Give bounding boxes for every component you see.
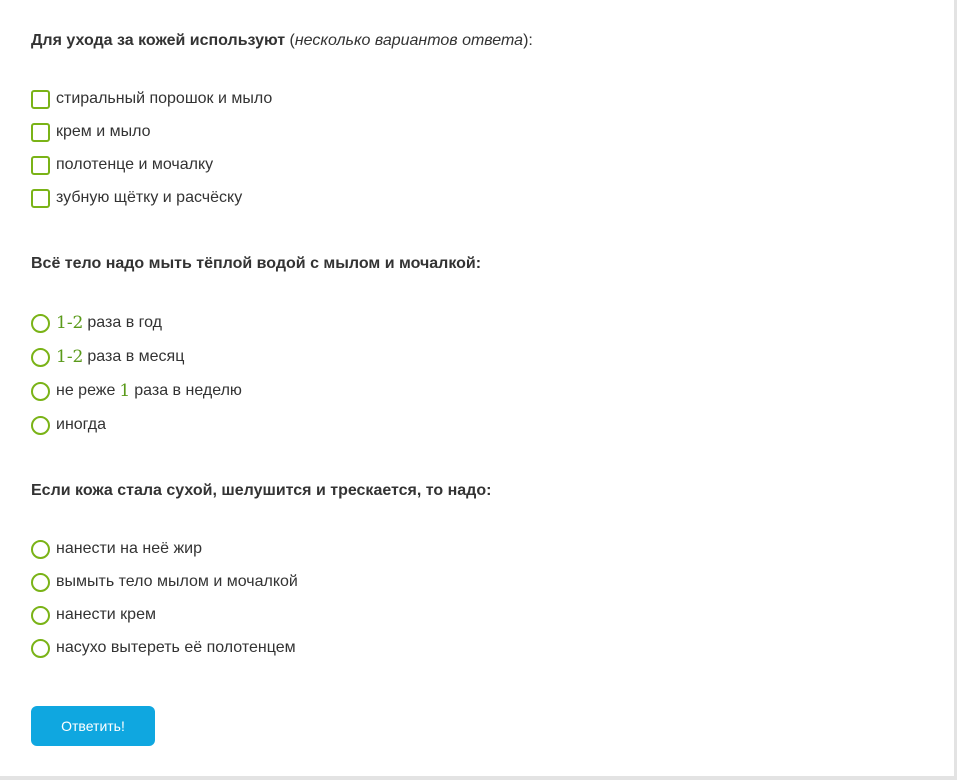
q2-option-2-number: 1-2 — [56, 347, 84, 367]
q3-option-4-label: насухо вытереть её полотенцем — [56, 639, 296, 656]
question-1-hint: несколько вариантов ответа — [294, 32, 524, 49]
radio-button[interactable] — [31, 416, 50, 435]
q1-option-4[interactable] — [31, 187, 242, 209]
question-2-text: Всё тело надо мыть тёплой водой с мылом и мочалкой: — [31, 255, 482, 272]
q1-option-3-label: полотенце и мочалку — [56, 156, 214, 173]
q3-option-4[interactable] — [31, 637, 296, 659]
q1-option-1-label: стиральный порошок и мыло — [56, 90, 273, 107]
radio-button[interactable] — [31, 639, 50, 658]
radio-button[interactable] — [31, 348, 50, 367]
q2-option-1[interactable] — [31, 312, 162, 334]
q3-option-1[interactable] — [31, 538, 202, 560]
q1-option-4-label: зубную щётку и расчёску — [56, 189, 243, 206]
checkbox[interactable] — [31, 189, 50, 208]
q2-option-2-label: раза в месяц — [87, 348, 185, 365]
submit-button[interactable]: Ответить! — [31, 706, 155, 746]
q2-option-4[interactable] — [31, 414, 106, 436]
radio-button[interactable] — [31, 573, 50, 592]
q2-option-1-number: 1-2 — [56, 313, 84, 333]
question-3-title — [31, 482, 491, 500]
q3-option-2[interactable] — [31, 571, 298, 593]
q2-option-3[interactable] — [31, 380, 242, 402]
checkbox[interactable] — [31, 123, 50, 142]
hint-paren-close: ): — [523, 32, 533, 49]
q2-option-4-label: иногда — [56, 416, 107, 433]
q3-option-2-label: вымыть тело мылом и мочалкой — [56, 573, 298, 590]
radio-button[interactable] — [31, 382, 50, 401]
q3-option-3[interactable] — [31, 604, 156, 626]
question-3-text: Если кожа стала сухой, шелушится и трескается, то надо: — [31, 482, 492, 499]
q2-option-3-number: 1 — [119, 381, 131, 401]
q3-option-3-label: нанести крем — [56, 606, 156, 623]
hint-paren-open: ( — [289, 32, 295, 49]
radio-button[interactable] — [31, 540, 50, 559]
question-2-title — [31, 255, 481, 273]
q3-option-1-label: нанести на неё жир — [56, 540, 202, 557]
checkbox[interactable] — [31, 90, 50, 109]
radio-button[interactable] — [31, 314, 50, 333]
radio-button[interactable] — [31, 606, 50, 625]
question-1-text: Для ухода за кожей используют — [31, 32, 286, 49]
q1-option-3[interactable] — [31, 154, 213, 176]
question-1-hint-wrap — [290, 32, 533, 49]
checkbox[interactable] — [31, 156, 50, 175]
question-1-title — [31, 32, 533, 50]
q1-option-2-label: крем и мыло — [56, 123, 151, 140]
q1-option-2[interactable] — [31, 121, 151, 143]
q1-option-1[interactable] — [31, 88, 272, 110]
q2-option-1-label: раза в год — [87, 314, 162, 331]
q2-option-2[interactable] — [31, 346, 184, 368]
q2-option-3-label: раза в неделю — [134, 382, 242, 399]
q2-option-3-prefix: не реже — [56, 382, 116, 399]
